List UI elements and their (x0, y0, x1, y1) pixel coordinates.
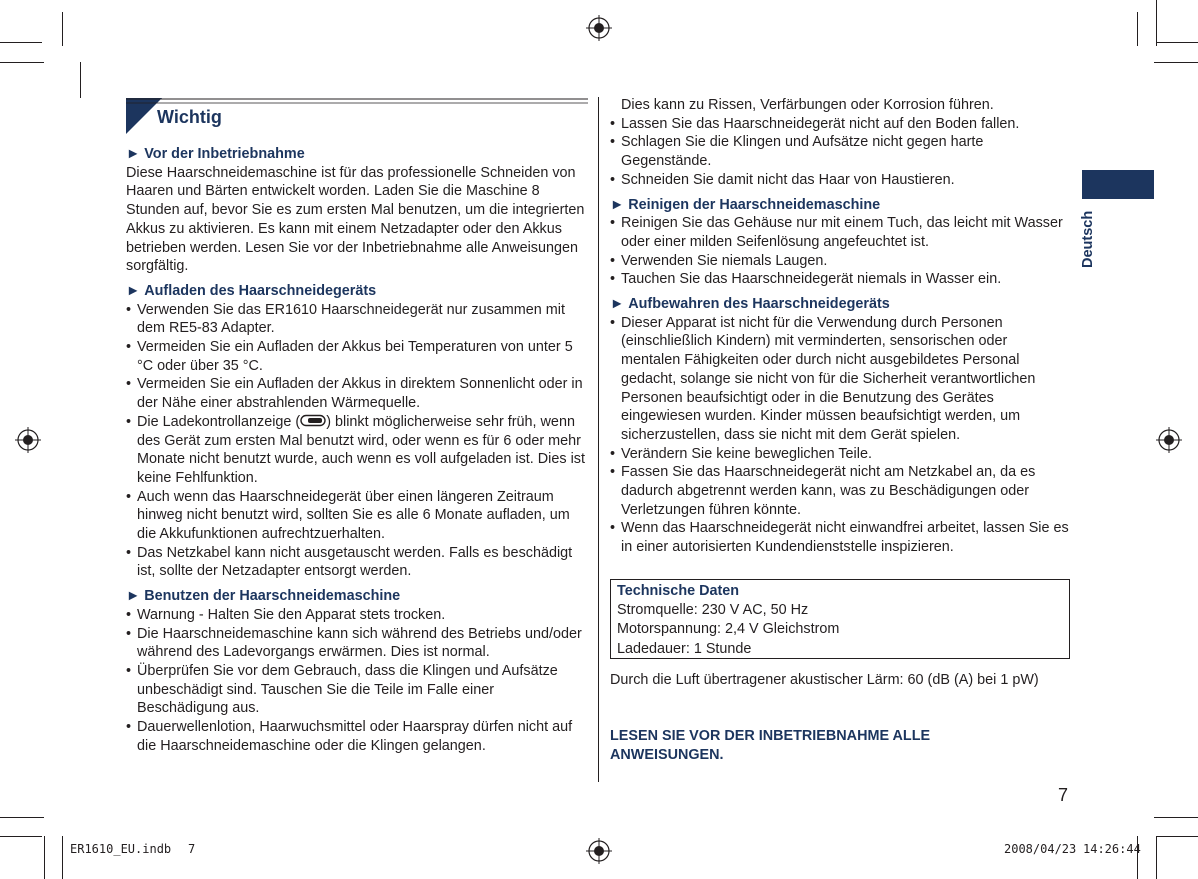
section-heading (610, 196, 1070, 215)
section-heading (610, 295, 1070, 314)
bullet-list (126, 301, 588, 582)
list-item: • Verwenden Sie das ER1610 Haarschneidegerät nur zusammen mit dem RE5-83 Adapter. (126, 301, 588, 338)
language-tab-label: Deutsch (1080, 210, 1096, 268)
registration-mark-icon (1156, 427, 1182, 453)
crop-mark (1137, 12, 1138, 46)
left-column (126, 141, 588, 756)
crop-mark (0, 62, 44, 63)
crop-mark (44, 836, 45, 879)
noise-note (610, 671, 1060, 690)
list-item (126, 413, 588, 488)
list-item: • Überprüfen Sie vor dem Gebrauch, dass die Klingen und Aufsätze unbeschädigt sind. Tauschen Sie die Teile im Falle einer Beschädigung aus. (126, 662, 588, 718)
crop-mark (1156, 836, 1157, 879)
registration-mark-icon (586, 838, 612, 864)
list-item: • Auch wenn das Haarschneidegerät über einen längeren Zeitraum hinweg nicht benutzt wird, sollten Sie es alle 6 Monate aufladen, um die Akkufunktionen aufrechtzuerhalten. (126, 488, 588, 544)
page-title: Wichtig (157, 107, 222, 127)
technical-data-line: Motorspannung: 2,4 V Gleichstrom (617, 621, 840, 638)
section-title: Vor der Inbetriebnahme (144, 146, 305, 162)
list-item: • Dieser Apparat ist nicht für die Verwendung durch Personen (einschließlich Kindern) mit verminderten, sensorischen oder mentalen Fähigkeiten oder durch nicht ausgebildetes Personal gedacht, solange sie nicht von für die Sicherheit verantwortlichen Personen beaufsichtigt oder in die Benutzung des Gerätes eingewiesen wurden. Kinder müssen beaufsichtigt werden, um sicherzustellen, dass sie nicht mit dem Gerät spielen. (610, 314, 1070, 445)
technical-data-line: Ladedauer: 1 Stunde (617, 640, 752, 657)
page-number: 7 (1058, 785, 1069, 805)
list-item: • Vermeiden Sie ein Aufladen der Akkus in direktem Sonnenlicht oder in der Nähe einer abstrahlenden Wärmequelle. (126, 375, 588, 412)
arrow-right-icon: ► (126, 588, 141, 605)
bullet-list (126, 606, 588, 756)
bullet-list (610, 314, 1070, 557)
crop-mark (0, 817, 44, 818)
column-divider (598, 97, 599, 782)
right-column (610, 96, 1070, 557)
crop-mark (62, 836, 63, 879)
paragraph: Dies kann zu Rissen, Verfärbungen oder Korrosion führen. (621, 97, 994, 113)
section-title: Aufbewahren des Haarschneidegeräts (628, 296, 890, 313)
final-warning (610, 727, 1030, 764)
technical-data-box (610, 579, 1070, 659)
list-item: • Das Netzkabel kann nicht ausgetauscht werden. Falls es beschädigt ist, sollte der Netzadapter entsorgt werden. (126, 544, 588, 581)
bullet-list (610, 214, 1070, 289)
list-item: • Fassen Sie das Haarschneidegerät nicht am Netzkabel an, da es dadurch abgetrennt werden kann, was zu Beschädigungen oder Verletzungen führen könnte. (610, 463, 1070, 519)
registration-mark-icon (586, 15, 612, 41)
list-item: • Lassen Sie das Haarschneidegerät nicht auf den Boden fallen. (610, 115, 1070, 134)
paragraph: Durch die Luft übertragener akustischer Lärm: 60 (dB (A) bei 1 pW) (610, 672, 1039, 688)
technical-data-line: Stromquelle: 230 V AC, 50 Hz (617, 602, 809, 619)
crop-mark (0, 836, 42, 837)
arrow-right-icon: ► (610, 196, 625, 213)
section-title: Reinigen der Haarschneidemaschine (628, 196, 881, 213)
list-item: • Vermeiden Sie ein Aufladen der Akkus bei Temperaturen von unter 5 °C oder über 35 °C. (126, 338, 588, 375)
registration-mark-icon (15, 427, 41, 453)
list-item: • Schlagen Sie die Klingen und Aufsätze nicht gegen harte Gegenstände. (610, 133, 1070, 170)
crop-mark (80, 62, 81, 98)
list-item: • Verändern Sie keine beweglichen Teile. (610, 445, 1070, 464)
crop-mark (1156, 0, 1157, 46)
crop-mark (0, 42, 42, 43)
crop-mark (1154, 817, 1198, 818)
list-item: • Verwenden Sie niemals Laugen. (610, 252, 1070, 271)
list-item: • Tauchen Sie das Haarschneidegerät niemals in Wasser ein. (610, 270, 1070, 289)
list-item: • Warnung - Halten Sie den Apparat stets trocken. (126, 606, 588, 625)
arrow-right-icon: ► (610, 296, 625, 313)
crop-mark (1156, 42, 1198, 43)
section-heading (126, 587, 588, 606)
slug-file: ER1610_EU.indb (70, 842, 172, 856)
arrow-right-icon: ► (126, 282, 141, 299)
technical-data-title: Technische Daten (617, 583, 740, 599)
crop-mark (62, 12, 63, 46)
section-title: Benutzen der Haarschneidemaschine (144, 588, 401, 605)
list-item: • Schneiden Sie damit nicht das Haar von Haustieren. (610, 171, 1070, 190)
list-item-text: Die Ladekontrollanzeige ( (137, 413, 301, 430)
crop-mark (1154, 62, 1198, 63)
list-item-text: ) blinkt möglicherweise sehr früh, wenn des Gerät zum ersten Mal benutzt wird, oder wenn es für 6 oder mehr Monate nicht benutzt wurde, auch wenn es voll aufgeladen ist. Dies ist keine Fehlfunktion. (137, 413, 585, 486)
slug-time: 14:26:44 (1083, 842, 1141, 856)
list-item: • Wenn das Haarschneidegerät nicht einwandfrei arbeitet, lassen Sie es in einer autorisierten Kundendienststelle inspizieren. (610, 519, 1070, 556)
list-item: • Die Haarschneidemaschine kann sich während des Betriebs und/oder während des Ladevorgangs erwärmen. Dies ist normal. (126, 625, 588, 662)
charge-lamp-icon (300, 414, 326, 427)
list-item: • Dauerwellenlotion, Haarwuchsmittel oder Haarspray dürfen nicht auf die Haarschneidemaschine oder die Klingen gelangen. (126, 718, 588, 755)
crop-mark (1156, 836, 1198, 837)
list-item: • Reinigen Sie das Gehäuse nur mit einem Tuch, das leicht mit Wasser oder einer milden Seifenlösung angefeuchtet ist. (610, 214, 1070, 251)
slug-date: 2008/04/23 (1004, 842, 1077, 856)
section-title: Aufladen des Haarschneidegeräts (144, 282, 377, 299)
arrow-right-icon: ► (126, 146, 141, 162)
bullet-list (610, 115, 1070, 190)
paragraph: Diese Haarschneidemaschine ist für das professionelle Schneiden von Haaren und Bärten entwickelt worden. Laden Sie die Maschine 8 Stunden auf, bevor Sie es zum ersten Mal benutzen, um die integrierten Akkus zu aktivieren. Es kann mit einem Netzadapter oder den Akkus betrieben werden. Lesen Sie vor der Inbetriebnahme alle Anweisungen sorgfältig. (126, 164, 585, 275)
slug-page: 7 (188, 842, 196, 856)
paragraph: LESEN SIE VOR DER INBETRIEBNAHME ALLE ANWEISUNGEN. (610, 728, 931, 763)
section-heading (126, 145, 588, 164)
section-heading (126, 282, 588, 301)
